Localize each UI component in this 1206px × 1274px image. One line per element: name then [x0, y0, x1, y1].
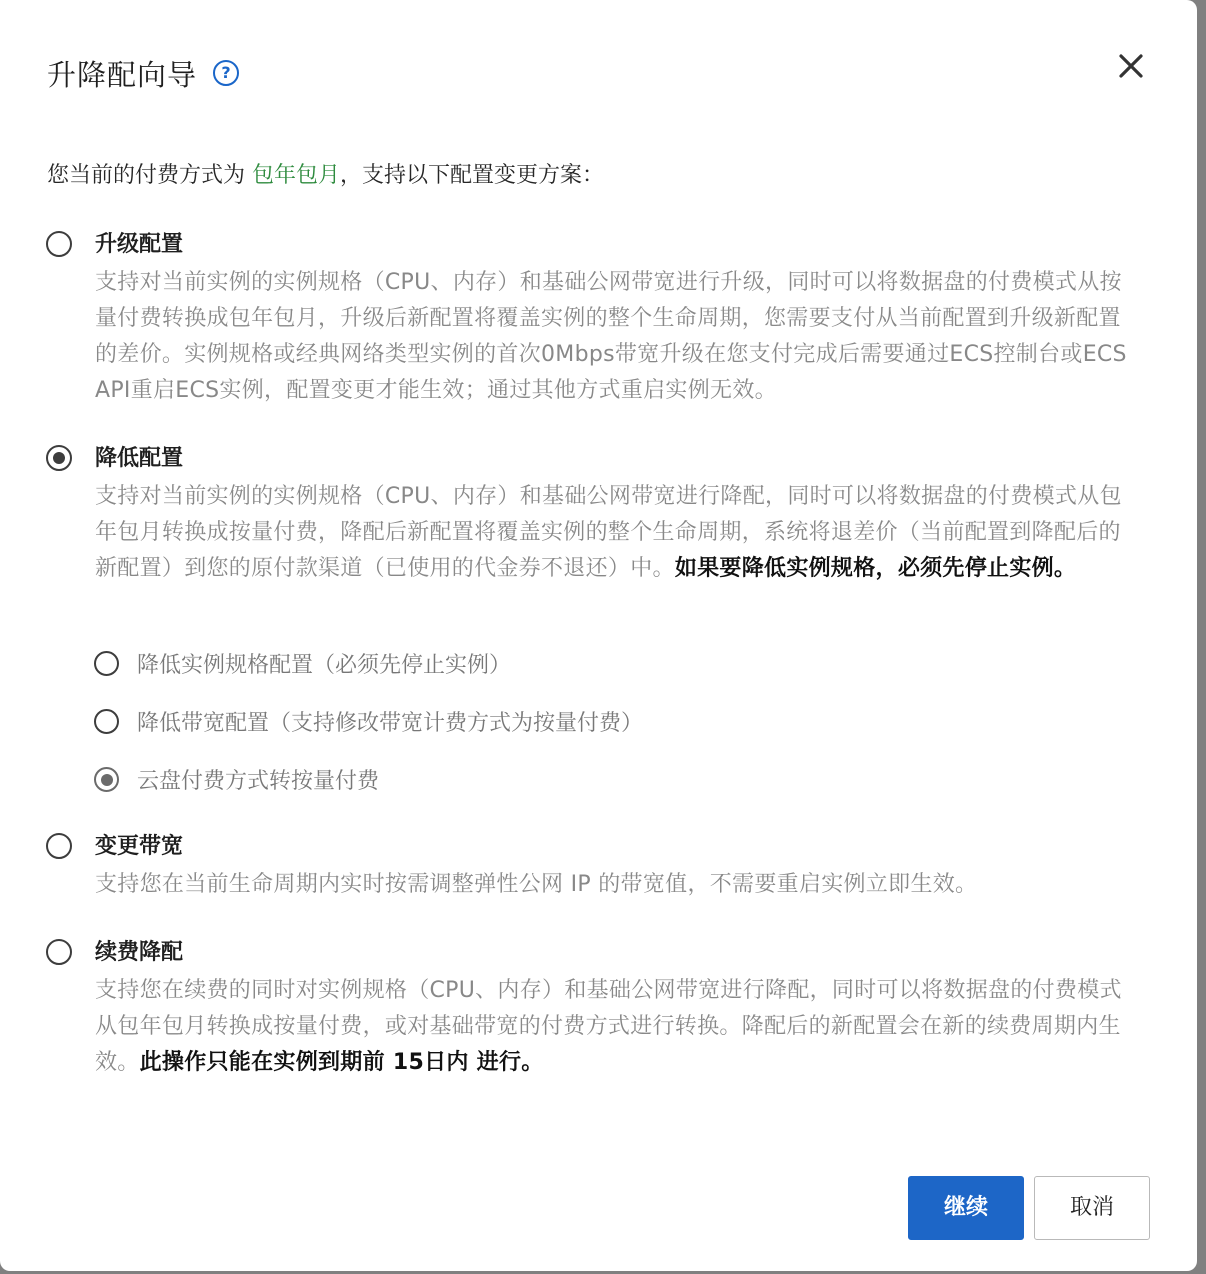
- dialog-header: [47, 52, 239, 94]
- sub-option-label: 降低带宽配置（支持修改带宽计费方式为按量付费）: [137, 711, 644, 736]
- radio-lower-bandwidth[interactable]: [94, 709, 119, 734]
- intro-suffix: ，支持以下配置变更方案：: [340, 163, 605, 188]
- radio-downgrade[interactable]: [46, 445, 72, 471]
- option-description: 支持对当前实例的实例规格（CPU、内存）和基础公网带宽进行升级，同时可以将数据盘的付费模式从按量付费转换成包年包月，升级后新配置将覆盖实例的整个生命周期，您需要支付从当前配置到升级新配置的差价。实例规格或经典网络类型实例的首次0Mbps带宽升级在您支付完成后需要通过ECS控制台或ECS API重启ECS实例，配置变更才能生效；通过其他方式重启实例无效。: [95, 270, 1127, 403]
- intro-prefix: 您当前的付费方式为: [47, 163, 252, 188]
- close-icon[interactable]: [1113, 48, 1149, 84]
- radio-disk-payg[interactable]: [94, 767, 119, 792]
- option-title: 变更带宽: [95, 834, 184, 859]
- continue-button[interactable]: 继续: [908, 1176, 1024, 1240]
- option-description: 支持您在当前生命周期内实时按需调整弹性公网 IP 的带宽值，不需要重启实例立即生效。: [95, 872, 978, 897]
- dialog-title: 升降配向导: [47, 57, 198, 92]
- option-description-text: 支持对当前实例的实例规格（CPU、内存）和基础公网带宽进行降配，同时可以将数据盘的付费模式从包年包月转换成按量付费，降配后新配置将覆盖实例的整个生命周期，系统将退差价（当前配置到降配后的新配置）到您的原付款渠道（已使用的代金券不退还）中。: [95, 484, 1122, 581]
- option-description-warning: 此操作只能在实例到期前 15日内 进行。: [139, 1050, 544, 1075]
- option-title: 升级配置: [95, 232, 184, 257]
- option-description-warning: 如果要降低实例规格，必须先停止实例。: [674, 556, 1077, 581]
- sub-option-label: 降低实例规格配置（必须先停止实例）: [137, 653, 512, 678]
- option-description: [95, 479, 1135, 587]
- radio-change-bandwidth[interactable]: [46, 833, 72, 859]
- option-description-text: 支持您在续费的同时对实例规格（CPU、内存）和基础公网带宽进行降配，同时可以将数据盘的付费模式从包年包月转换成按量付费，或对基础带宽的付费方式进行转换。降配后的新配置会在新的续费周期内生效。: [95, 978, 1122, 1075]
- payment-method-intro: [47, 158, 604, 189]
- payment-method-value: 包年包月: [252, 163, 341, 188]
- radio-upgrade[interactable]: [46, 231, 72, 257]
- radio-lower-spec[interactable]: [94, 651, 119, 676]
- sub-option-label: 云盘付费方式转按量付费: [137, 769, 380, 794]
- option-title: 降低配置: [95, 446, 184, 471]
- help-icon[interactable]: ?: [213, 60, 239, 86]
- option-title: 续费降配: [95, 940, 184, 965]
- option-description: [95, 973, 1135, 1081]
- cancel-button[interactable]: 取消: [1034, 1176, 1150, 1240]
- radio-renew-downgrade[interactable]: [46, 939, 72, 965]
